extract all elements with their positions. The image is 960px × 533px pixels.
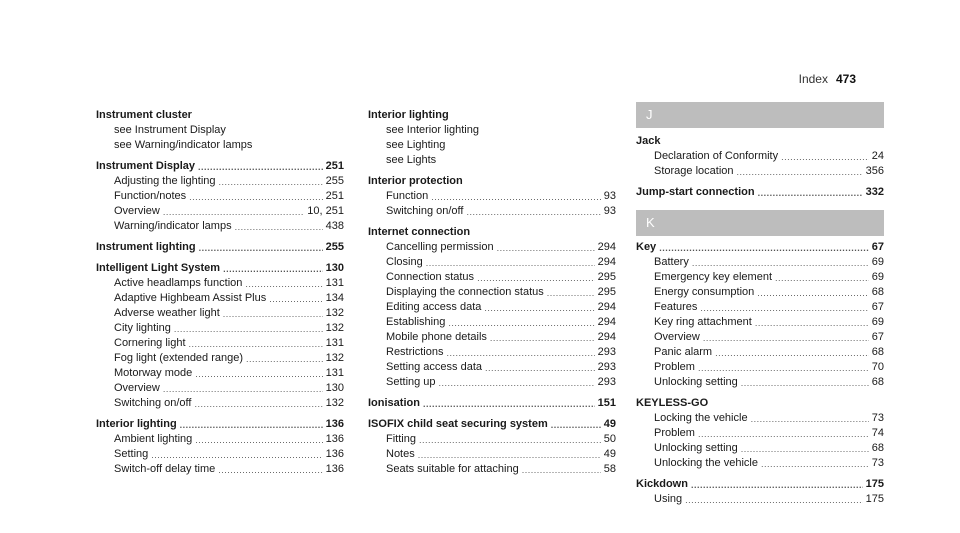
page-number: 473	[835, 72, 856, 86]
index-entry	[96, 159, 344, 174]
page-reference: 50	[603, 433, 616, 445]
index-entry	[96, 261, 344, 276]
entry-label: Setting	[114, 448, 149, 460]
index-subentry	[636, 255, 884, 270]
index-subentry	[368, 462, 616, 477]
dot-leader	[751, 413, 869, 426]
page-reference: 69	[871, 271, 884, 283]
entry-label: Battery	[654, 256, 689, 268]
dot-leader	[692, 257, 869, 270]
dot-leader	[715, 347, 869, 360]
entry-label: Function/notes	[114, 190, 187, 202]
page-reference: 175	[865, 493, 884, 505]
index-entry	[368, 108, 616, 123]
page-reference: 332	[865, 186, 884, 198]
page-reference: 73	[871, 457, 884, 469]
page-reference: 294	[597, 331, 616, 343]
index-entry	[636, 185, 884, 200]
dot-leader	[163, 383, 323, 396]
index-entry	[636, 477, 884, 492]
index-subentry	[368, 189, 616, 204]
index-subentry	[636, 345, 884, 360]
index-entry	[368, 396, 616, 411]
dot-leader	[522, 464, 601, 477]
dot-leader	[223, 263, 323, 276]
page-reference: 58	[603, 463, 616, 475]
index-subentry	[368, 240, 616, 255]
entry-label: Notes	[386, 448, 415, 460]
dot-leader	[781, 151, 869, 164]
index-entry	[636, 240, 884, 255]
entry-label: ISOFIX child seat securing system	[368, 418, 548, 430]
entry-label: Cancelling permission	[386, 241, 494, 253]
dot-leader	[180, 419, 323, 432]
page-reference: 132	[325, 307, 344, 319]
entry-label: see Interior lighting	[386, 124, 479, 136]
index-subentry	[96, 366, 344, 381]
index-subentry	[96, 321, 344, 336]
page-reference: 293	[597, 376, 616, 388]
index-subentry	[368, 330, 616, 345]
dot-leader	[698, 428, 869, 441]
dot-leader	[761, 458, 869, 471]
index-subentry	[368, 447, 616, 462]
entry-label: Locking the vehicle	[654, 412, 748, 424]
entry-label: Emergency key element	[654, 271, 772, 283]
dot-leader	[195, 434, 322, 447]
page-reference: 438	[325, 220, 344, 232]
entry-label: Ambient lighting	[114, 433, 193, 445]
entry-label: Interior lighting	[368, 109, 449, 121]
entry-label: Kickdown	[636, 478, 688, 490]
page-reference: 131	[325, 277, 344, 289]
entry-label: Instrument cluster	[96, 109, 192, 121]
page-reference: 69	[871, 256, 884, 268]
page-reference: 68	[871, 346, 884, 358]
page-reference: 67	[871, 331, 884, 343]
entry-label: Energy consumption	[654, 286, 755, 298]
index-subentry	[96, 189, 344, 204]
index-subentry	[96, 447, 344, 462]
page-reference: 251	[325, 160, 344, 172]
page-reference: 295	[597, 286, 616, 298]
page-reference: 136	[325, 463, 344, 475]
entry-label: Jump-start connection	[636, 186, 755, 198]
dot-leader	[757, 287, 868, 300]
entry-label: City lighting	[114, 322, 171, 334]
entry-label: Switch-off delay time	[114, 463, 216, 475]
index-subentry	[636, 270, 884, 285]
entry-label: Using	[654, 493, 683, 505]
dot-leader	[685, 494, 863, 507]
dot-leader	[174, 323, 323, 336]
entry-label: Closing	[386, 256, 423, 268]
entry-label: Adjusting the lighting	[114, 175, 216, 187]
index-subentry	[636, 426, 884, 441]
index-column-3	[636, 102, 884, 507]
dot-leader	[194, 398, 322, 411]
page-reference: 136	[325, 448, 344, 460]
page-reference: 294	[597, 316, 616, 328]
entry-label: Displaying the connection status	[386, 286, 544, 298]
page-reference: 151	[597, 397, 616, 409]
page-reference: 24	[871, 150, 884, 162]
page-reference: 294	[597, 301, 616, 313]
index-subentry	[636, 411, 884, 426]
dot-leader	[219, 176, 323, 189]
index-subentry	[368, 345, 616, 360]
dot-leader	[755, 317, 869, 330]
page-reference: 136	[325, 433, 344, 445]
page-reference: 130	[325, 382, 344, 394]
index-subentry	[368, 204, 616, 219]
index-subentry	[368, 300, 616, 315]
dot-leader	[218, 464, 322, 477]
page-reference: 93	[603, 205, 616, 217]
dot-leader	[698, 362, 869, 375]
entry-label: Overview	[654, 331, 700, 343]
entry-label: Intelligent Light System	[96, 262, 221, 274]
index-subentry	[636, 315, 884, 330]
dot-leader	[466, 206, 600, 219]
dot-leader	[189, 191, 322, 204]
index-subentry	[368, 432, 616, 447]
index-entry	[636, 396, 884, 411]
entry-label: Problem	[654, 427, 695, 439]
entry-label: Internet connection	[368, 226, 471, 238]
index-subentry	[368, 153, 616, 168]
entry-label: see Lights	[386, 154, 437, 166]
entry-label: Unlocking setting	[654, 376, 738, 388]
index-entry	[96, 108, 344, 123]
dot-leader	[246, 353, 323, 366]
page-reference: 67	[871, 241, 884, 253]
entry-label: Warning/indicator lamps	[114, 220, 232, 232]
dot-leader	[703, 332, 869, 345]
page-header	[799, 72, 856, 88]
dot-leader	[448, 317, 594, 330]
page-reference: 295	[597, 271, 616, 283]
entry-label: KEYLESS-GO	[636, 397, 709, 409]
dot-leader	[547, 287, 595, 300]
entry-label: Overview	[114, 205, 160, 217]
page-reference: 356	[865, 165, 884, 177]
index-subentry	[96, 462, 344, 477]
page-reference: 131	[325, 367, 344, 379]
dot-leader	[741, 443, 869, 456]
page-reference: 93	[603, 190, 616, 202]
index-subentry	[368, 375, 616, 390]
entry-label: see Instrument Display	[114, 124, 226, 136]
entry-label: Cornering light	[114, 337, 186, 349]
dot-leader	[431, 191, 601, 204]
entry-label: Instrument lighting	[96, 241, 196, 253]
entry-label: Features	[654, 301, 698, 313]
index-subentry	[636, 164, 884, 179]
index-subentry	[636, 285, 884, 300]
dot-leader	[485, 362, 595, 375]
index-entry	[368, 417, 616, 432]
dot-leader	[269, 293, 322, 306]
entry-label: Instrument Display	[96, 160, 196, 172]
dot-leader	[245, 278, 322, 291]
entry-label: Overview	[114, 382, 160, 394]
dot-leader	[151, 449, 322, 462]
entry-label: Switching on/off	[114, 397, 192, 409]
page-reference: 136	[325, 418, 344, 430]
dot-leader	[426, 257, 595, 270]
index-subentry	[368, 360, 616, 375]
page-reference: 132	[325, 397, 344, 409]
dot-leader	[439, 377, 595, 390]
index-subentry	[96, 174, 344, 189]
page-reference: 175	[865, 478, 884, 490]
page-reference: 294	[597, 241, 616, 253]
dot-leader	[497, 242, 595, 255]
index-subentry	[96, 291, 344, 306]
dot-leader	[477, 272, 595, 285]
page-reference: 131	[325, 337, 344, 349]
index-subentry	[96, 351, 344, 366]
index-subentry	[96, 138, 344, 153]
index-subentry	[96, 306, 344, 321]
entry-label: Establishing	[386, 316, 446, 328]
page-reference: 255	[325, 241, 344, 253]
page-reference: 251	[325, 190, 344, 202]
entry-label: Connection status	[386, 271, 475, 283]
entry-label: Interior protection	[368, 175, 463, 187]
entry-label: Seats suitable for attaching	[386, 463, 519, 475]
index-subentry	[96, 432, 344, 447]
index-subentry	[636, 360, 884, 375]
dot-leader	[484, 302, 594, 315]
letter-heading-j: J	[636, 102, 884, 128]
page-reference: 70	[871, 361, 884, 373]
page-reference: 293	[597, 346, 616, 358]
page-reference: 132	[325, 322, 344, 334]
index-subentry	[96, 396, 344, 411]
entry-label: see Warning/indicator lamps	[114, 139, 253, 151]
entry-label: Adaptive Highbeam Assist Plus	[114, 292, 267, 304]
index-subentry	[636, 330, 884, 345]
dot-leader	[418, 449, 601, 462]
entry-label: see Lighting	[386, 139, 446, 151]
dot-leader	[423, 398, 595, 411]
index-subentry	[636, 300, 884, 315]
entry-label: Setting access data	[386, 361, 483, 373]
entry-label: Adverse weather light	[114, 307, 220, 319]
index-column-2	[368, 102, 616, 477]
page-reference: 73	[871, 412, 884, 424]
dot-leader	[446, 347, 594, 360]
entry-label: Fog light (extended range)	[114, 352, 244, 364]
index-entry	[96, 417, 344, 432]
index-subentry	[636, 149, 884, 164]
dot-leader	[737, 166, 863, 179]
entry-label: Active headlamps function	[114, 277, 243, 289]
index-subentry	[96, 219, 344, 234]
dot-leader	[659, 242, 869, 255]
page-reference: 134	[325, 292, 344, 304]
dot-leader	[195, 368, 322, 381]
page-reference: 49	[603, 448, 616, 460]
dot-leader	[163, 206, 304, 219]
entry-label: Unlocking the vehicle	[654, 457, 758, 469]
entry-label: Ionisation	[368, 397, 420, 409]
page-reference: 130	[325, 262, 344, 274]
index-entry	[368, 174, 616, 189]
index-subentry	[96, 336, 344, 351]
dot-leader	[741, 377, 869, 390]
index-subentry	[368, 285, 616, 300]
section-title: Index	[798, 72, 828, 86]
index-column-1	[96, 102, 344, 477]
dot-leader	[691, 479, 863, 492]
index-subentry	[368, 270, 616, 285]
index-subentry	[636, 492, 884, 507]
index-subentry	[96, 381, 344, 396]
entry-label: Panic alarm	[654, 346, 713, 358]
index-subentry	[636, 456, 884, 471]
entry-label: Key	[636, 241, 657, 253]
page-reference: 74	[871, 427, 884, 439]
dot-leader	[758, 187, 863, 200]
index-entry	[96, 240, 344, 255]
page-reference: 294	[597, 256, 616, 268]
page-reference: 255	[325, 175, 344, 187]
entry-label: Setting up	[386, 376, 436, 388]
page-reference: 67	[871, 301, 884, 313]
page-reference: 293	[597, 361, 616, 373]
entry-label: Function	[386, 190, 429, 202]
index-subentry	[96, 204, 344, 219]
letter-heading-k: K	[636, 210, 884, 236]
entry-label: Jack	[636, 135, 661, 147]
index-subentry	[368, 123, 616, 138]
entry-label: Restrictions	[386, 346, 444, 358]
entry-label: Motorway mode	[114, 367, 193, 379]
dot-leader	[199, 242, 323, 255]
page-reference: 132	[325, 352, 344, 364]
entry-label: Unlocking setting	[654, 442, 738, 454]
dot-leader	[223, 308, 323, 321]
index-subentry	[636, 375, 884, 390]
index-subentry	[368, 255, 616, 270]
page-reference: 68	[871, 286, 884, 298]
entry-label: Mobile phone details	[386, 331, 487, 343]
page-reference: 49	[603, 418, 616, 430]
entry-label: Editing access data	[386, 301, 482, 313]
index-subentry	[368, 138, 616, 153]
dot-leader	[775, 272, 869, 285]
entry-label: Storage location	[654, 165, 734, 177]
entry-label: Interior lighting	[96, 418, 177, 430]
entry-label: Key ring attachment	[654, 316, 752, 328]
entry-label: Switching on/off	[386, 205, 464, 217]
index-entry	[636, 134, 884, 149]
entry-label: Problem	[654, 361, 695, 373]
page-reference: 68	[871, 376, 884, 388]
dot-leader	[189, 338, 323, 351]
page-reference: 69	[871, 316, 884, 328]
dot-leader	[198, 161, 323, 174]
index-entry	[368, 225, 616, 240]
index-subentry	[636, 441, 884, 456]
index-subentry	[96, 123, 344, 138]
entry-label: Declaration of Conformity	[654, 150, 779, 162]
page-reference: 10, 251	[307, 205, 344, 217]
index-subentry	[368, 315, 616, 330]
dot-leader	[235, 221, 323, 234]
dot-leader	[700, 302, 868, 315]
page-reference: 68	[871, 442, 884, 454]
dot-leader	[490, 332, 595, 345]
dot-leader	[551, 419, 601, 432]
dot-leader	[419, 434, 601, 447]
entry-label: Fitting	[386, 433, 416, 445]
index-subentry	[96, 276, 344, 291]
